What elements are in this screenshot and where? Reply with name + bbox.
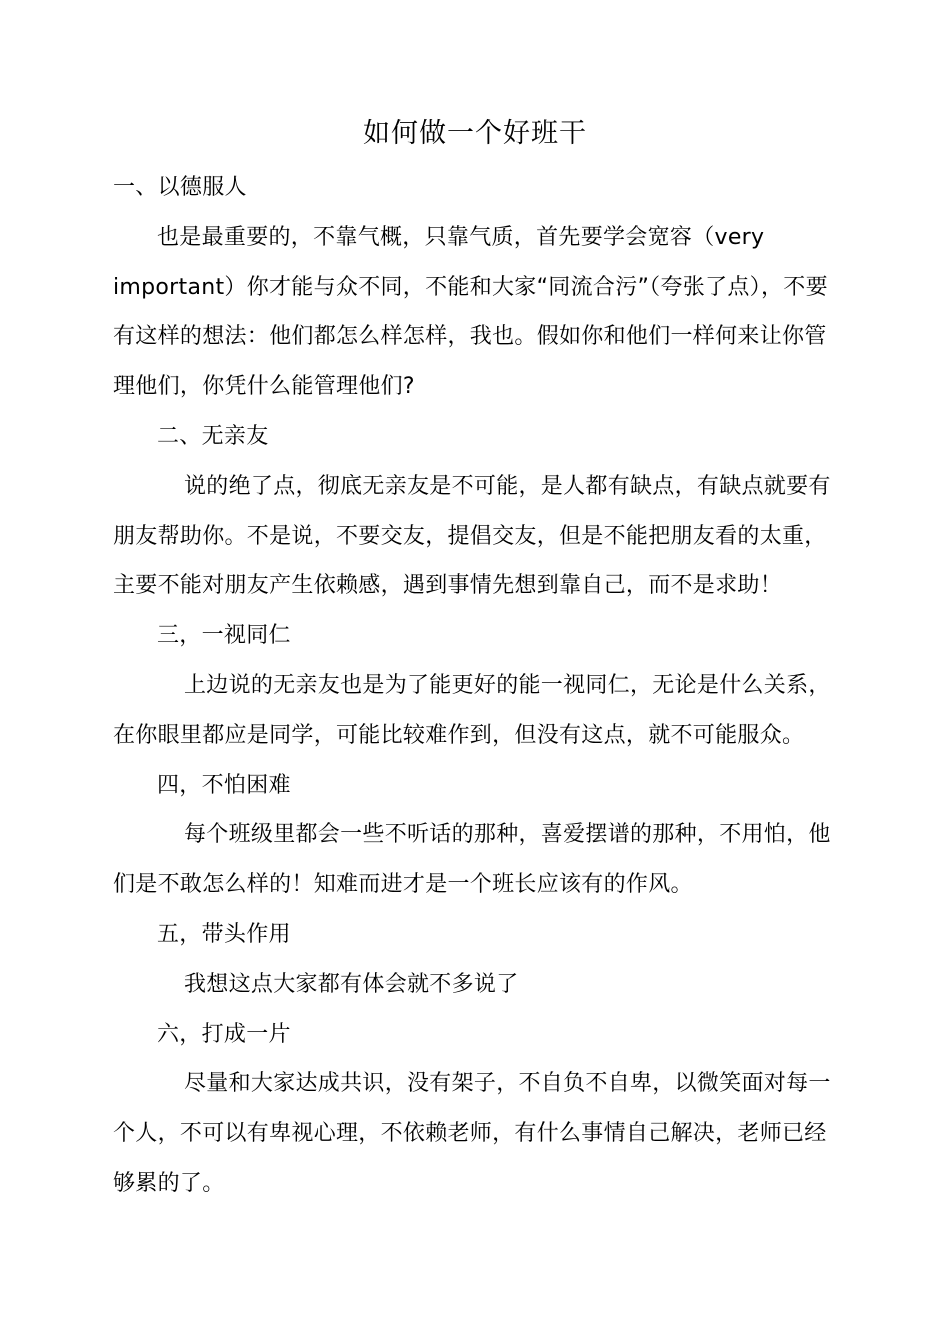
document-body [113,163,835,1209]
section-body-5: 我想这点大家都有体会就不多说了 [184,971,519,997]
section-heading-2: 二、无亲友 [157,423,269,449]
section-heading-6: 六，打成一片 [157,1021,291,1047]
section-body-1: 也是最重要的，不靠气概，只靠气质，首先要学会宽容（very important）你才能与众不同，不能和大家“同流合污”（夸张了点），不要有这样的想法：他们都怎么样怎样，我也。假如你和他们一样何来让你管理他们，你凭什么能管理他们? [113,224,828,400]
section-heading-3: 三，一视同仁 [157,623,291,649]
section-body-6: 尽量和大家达成共识，没有架子，不自负不自卑，以微笑面对每一个人，不可以有卑视心理，不依赖老师，有什么事情自己解决，老师已经够累的了。 [113,1071,831,1196]
section-body-3: 上边说的无亲友也是为了能更好的能一视同仁，无论是什么关系，在你眼里都应是同学，可能比较难作到，但没有这点，就不可能服众。 [113,672,831,748]
section-body-2: 说的绝了点，彻底无亲友是不可能，是人都有缺点，有缺点就要有朋友帮助你。不是说，不要交友，提倡交友，但是不能把朋友看的太重，主要不能对朋友产生依赖感，遇到事情先想到靠自己，而不是求助！ [113,473,831,599]
section-heading-4: 四，不怕困难 [157,772,291,798]
section-heading-5: 五，带头作用 [157,921,291,947]
section-heading-1: 一、以德服人 [113,175,247,200]
section-body-4: 每个班级里都会一些不听话的那种，喜爱摆谱的那种，不用怕，他们是不敢怎么样的！知难而进才是一个班长应该有的作风。 [113,822,831,898]
page-title: 如何做一个好班干 [363,118,587,149]
